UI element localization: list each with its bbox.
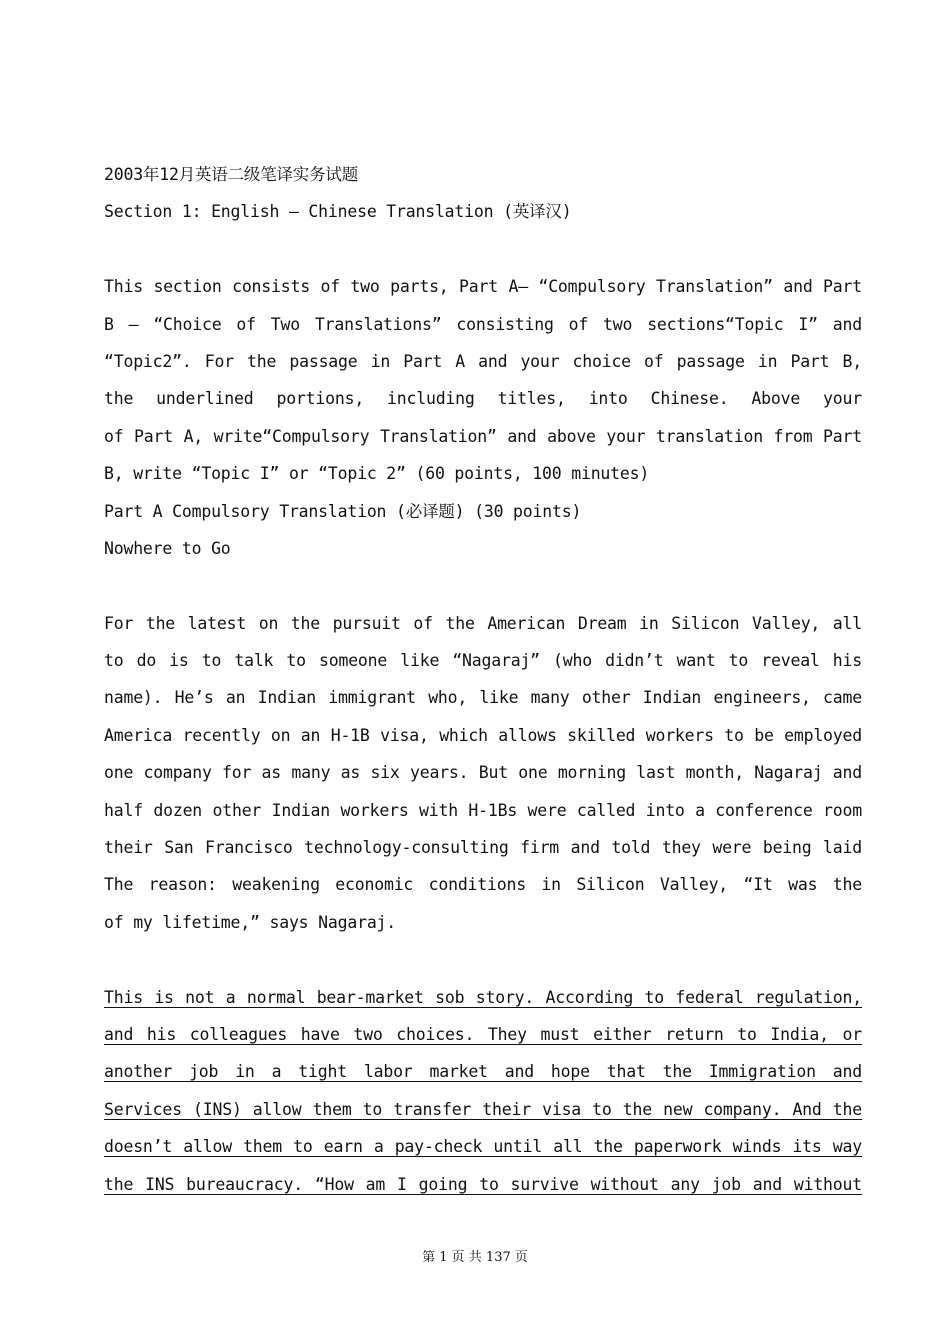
blank-line — [104, 567, 862, 604]
part-a-heading: Part A Compulsory Translation (必译题) (30 points) — [104, 501, 582, 521]
paragraph-line: of my lifetime,” says Nagaraj. — [104, 912, 397, 932]
paragraph-line: their San Francisco technology-consulting firm and told they were being laid — [104, 838, 862, 858]
passage-title: Nowhere to Go — [104, 538, 231, 558]
underlined-line: Services (INS) allow them to transfer their visa to the new company. And the — [104, 1099, 862, 1119]
underlined-line: This is not a normal bear-market sob story. According to federal regulation, — [104, 987, 862, 1007]
instruction-line: “Topic2”. For the passage in Part A and your choice of passage in Part B, — [104, 351, 862, 371]
underlined-line: doesn’t allow them to earn a pay-check until all the paperwork winds its way — [104, 1137, 862, 1157]
paragraph-line: half dozen other Indian workers with H-1Bs were called into a conference room — [104, 800, 862, 820]
passage-paragraph-1 — [104, 605, 862, 942]
instruction-line: the underlined portions, including titles, into Chinese. Above your — [104, 389, 862, 409]
instruction-line: B, write “Topic I” or “Topic 2” (60 points, 100 minutes) — [104, 464, 650, 484]
paragraph-line: For the latest on the pursuit of the American Dream in Silicon Valley, all — [104, 613, 862, 633]
paragraph-line: one company for as many as six years. But one morning last month, Nagaraj and — [104, 763, 862, 783]
passage-paragraph-2-underlined — [104, 979, 862, 1203]
underlined-line: another job in a tight labor market and hope that the Immigration and — [104, 1062, 862, 1082]
section-heading: Section 1: English – Chinese Translation (英译汉) — [104, 202, 572, 222]
instructions-paragraph — [104, 268, 862, 492]
document-title: 2003年12月英语二级笔译实务试题 — [104, 165, 359, 184]
blank-line — [104, 231, 862, 268]
blank-line — [104, 941, 862, 978]
paragraph-line: The reason: weakening economic conditions in Silicon Valley, “It was the — [104, 875, 862, 895]
instruction-line: B — “Choice of Two Translations” consisting of two sections“Topic I” and — [104, 314, 862, 334]
paragraph-line: name). He’s an Indian immigrant who, like many other Indian engineers, came — [104, 688, 862, 708]
paragraph-line: America recently on an H-1B visa, which allows skilled workers to be employed — [104, 725, 862, 745]
underlined-line: and his colleagues have two choices. They must either return to India, or — [104, 1024, 862, 1044]
underlined-line: the INS bureaucracy. “How am I going to survive without any job and without — [104, 1174, 862, 1194]
paragraph-line: to do is to talk to someone like “Nagaraj” (who didn’t want to reveal his — [104, 651, 862, 671]
instruction-line: This section consists of two parts, Part A– “Compulsory Translation” and Part — [104, 277, 862, 297]
page-footer: 第 1 页 共 137 页 — [422, 1250, 528, 1265]
instruction-line: of Part A, write“Compulsory Translation” and above your translation from Part — [104, 426, 862, 446]
page-content — [104, 156, 862, 1203]
